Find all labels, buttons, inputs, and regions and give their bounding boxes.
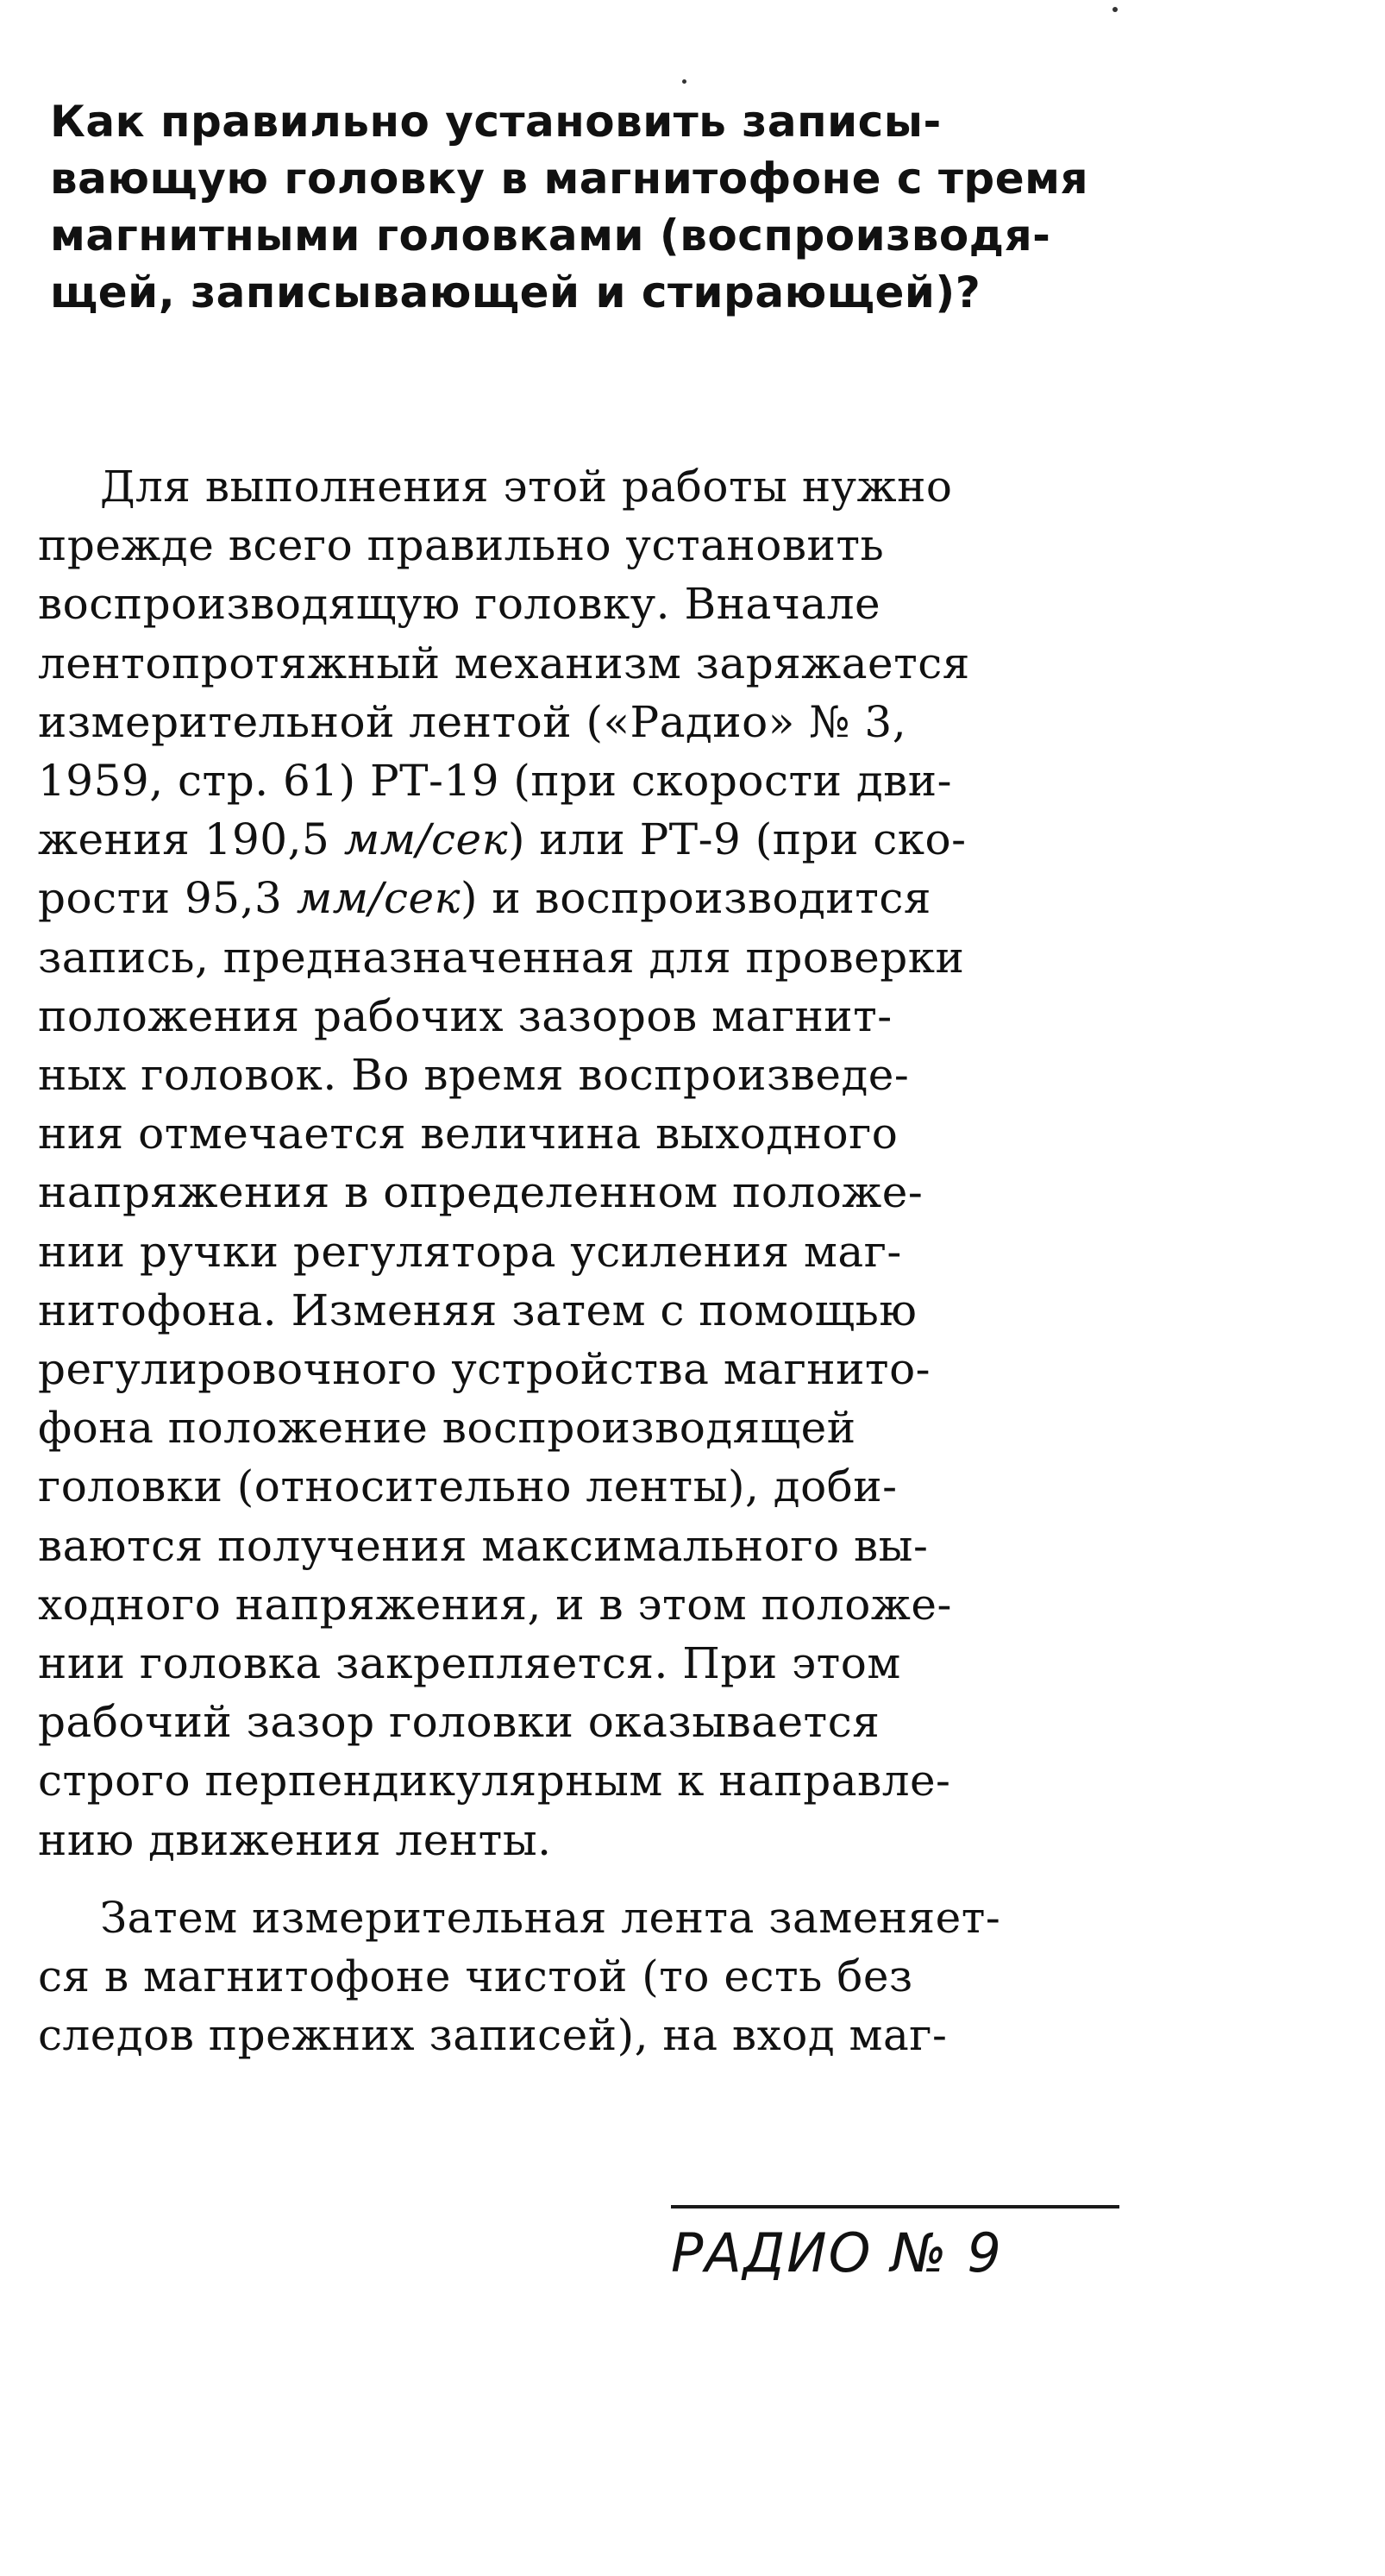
footer-rule [671,2205,1119,2208]
answer-line-part: ) и воспроизводится [460,873,931,924]
answer-line: фона положение воспроизводящей [38,1403,856,1454]
answer-line: строго перпендикулярным к направле- [38,1756,951,1806]
question-line: магнитными головками (воспроизводя- [50,210,1051,261]
answer-line-part: ) или РТ-9 (при ско- [507,814,967,865]
answer-line: Затем измерительная лента заменяет- [100,1892,1001,1943]
answer-line: воспроизводящую головку. Вначале [38,579,881,630]
answer-line: ся в магнитофоне чистой (то есть без [38,1951,913,2002]
question-line: Как правильно установить записы- [50,97,942,147]
page-footer-label: РАДИО № 9 [671,2221,1003,2284]
answer-line [38,810,1138,869]
answer-line: 1959, стр. 61) РТ-19 (при скорости дви- [38,756,952,807]
answer-line [38,869,1138,927]
answer-line: лентопротяжный механизм заряжается [38,638,970,688]
answer-line: нии головка закрепляется. При этом [38,1638,901,1689]
answer-line: рабочий зазор головки оказывается [38,1697,881,1748]
unit-mm-per-sec: мм/сек [296,873,461,924]
question-heading [50,93,1138,321]
answer-line: ных головок. Во время воспроизведе- [38,1050,910,1101]
answer-line: измерительной лентой («Радио» № 3, [38,696,907,747]
answer-line: нии ручки регулятора усиления маг- [38,1226,902,1277]
answer-line: ваются получения максимального вы- [38,1520,929,1571]
answer-line: головки (относительно ленты), доби- [38,1461,898,1512]
question-line: щей, записывающей и стирающей)? [50,267,981,317]
answer-line: ния отмечается величина выходного [38,1109,899,1159]
answer-line-part: рости 95,3 [38,873,297,924]
print-speck [1112,7,1118,12]
answer-line: напряжения в определенном положе- [38,1167,924,1218]
question-line: вающую головку в магнитофоне с тремя [50,154,1089,204]
answer-body [38,457,1138,2064]
answer-line: ходного напряжения, и в этом положе- [38,1579,952,1630]
answer-line: запись, предназначенная для проверки [38,932,965,983]
answer-line: нию движения ленты. [38,1814,552,1865]
answer-line: Для выполнения этой работы нужно [100,462,953,512]
unit-mm-per-sec: мм/сек [343,814,508,865]
answer-line: регулировочного устройства магнито- [38,1344,931,1395]
answer-line-part: жения 190,5 [38,814,344,865]
answer-line: следов прежних записей), на вход маг- [38,2010,948,2061]
print-speck [682,79,686,84]
answer-line: нитофона. Изменяя затем с помощью [38,1285,918,1335]
answer-line: прежде всего правильно установить [38,520,885,571]
answer-line: положения рабочих зазоров магнит- [38,990,893,1041]
